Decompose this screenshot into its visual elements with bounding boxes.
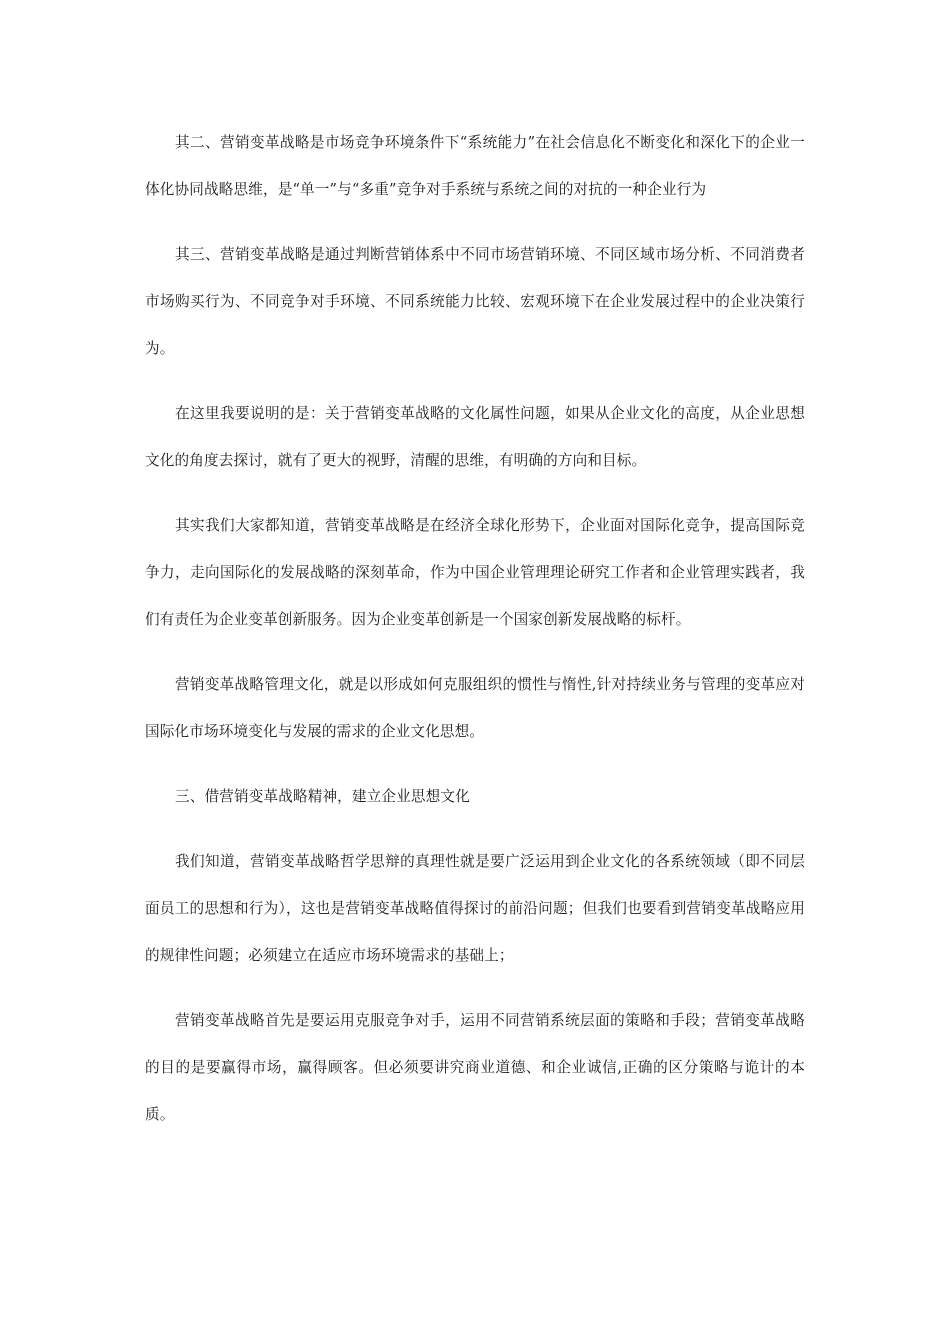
paragraph-management-culture: 营销变革战略管理文化，就是以形成如何克服组织的惯性与惰性,针对持续业务与管理的变革应对国际化市场环境变化与发展的需求的企业文化思想。: [145, 676, 805, 740]
section-heading-3: 三、借营销变革战略精神，建立企业思想文化: [175, 788, 470, 805]
paragraph-philosophy: 我们知道，营销变革战略哲学思辩的真理性就是要广泛运用到企业文化的各系统领域（即不同层面员工的思想和行为），这也是营销变革战略值得探讨的前沿问题；但我们也要看到营销变革战略应用的规律性问题；必须建立在适应市场环境需求的基础上；: [145, 853, 805, 964]
paragraph-cultural-attribute: 在这里我要说明的是：关于营销变革战略的文化属性问题，如果从企业文化的高度，从企业思想文化的角度去探讨，就有了更大的视野，清醒的思维，有明确的方向和目标。: [145, 405, 805, 469]
document-body: [145, 119, 805, 1156]
paragraph-3: 其三、营销变革战略是通过判断营销体系中不同市场营销环境、不同区域市场分析、不同消费者市场购买行为、不同竞争对手环境、不同系统能力比较、宏观环境下在企业发展过程中的企业决策行为。: [145, 246, 805, 357]
paragraph-globalization: 其实我们大家都知道，营销变革战略是在经济全球化形势下，企业面对国际化竞争，提高国际竞争力，走向国际化的发展战略的深刻革命，作为中国企业管理理论研究工作者和企业管理实践者，我们有责任为企业变革创新服务。因为企业变革创新是一个国家创新发展战略的标杆。: [145, 517, 805, 628]
paragraph-2: 其二、营销变革战略是市场竞争环境条件下“系统能力”在社会信息化不断变化和深化下的企业一体化协同战略思维，是“单一”与“多重”竞争对手系统与系统之间的对抗的一种企业行为: [145, 134, 805, 198]
paragraph-competition: 营销变革战略首先是要运用克服竞争对手，运用不同营销系统层面的策略和手段；营销变革战略的目的是要赢得市场，赢得顾客。但必须要讲究商业道德、和企业诚信,正确的区分策略与诡计的本质。: [145, 1012, 805, 1123]
